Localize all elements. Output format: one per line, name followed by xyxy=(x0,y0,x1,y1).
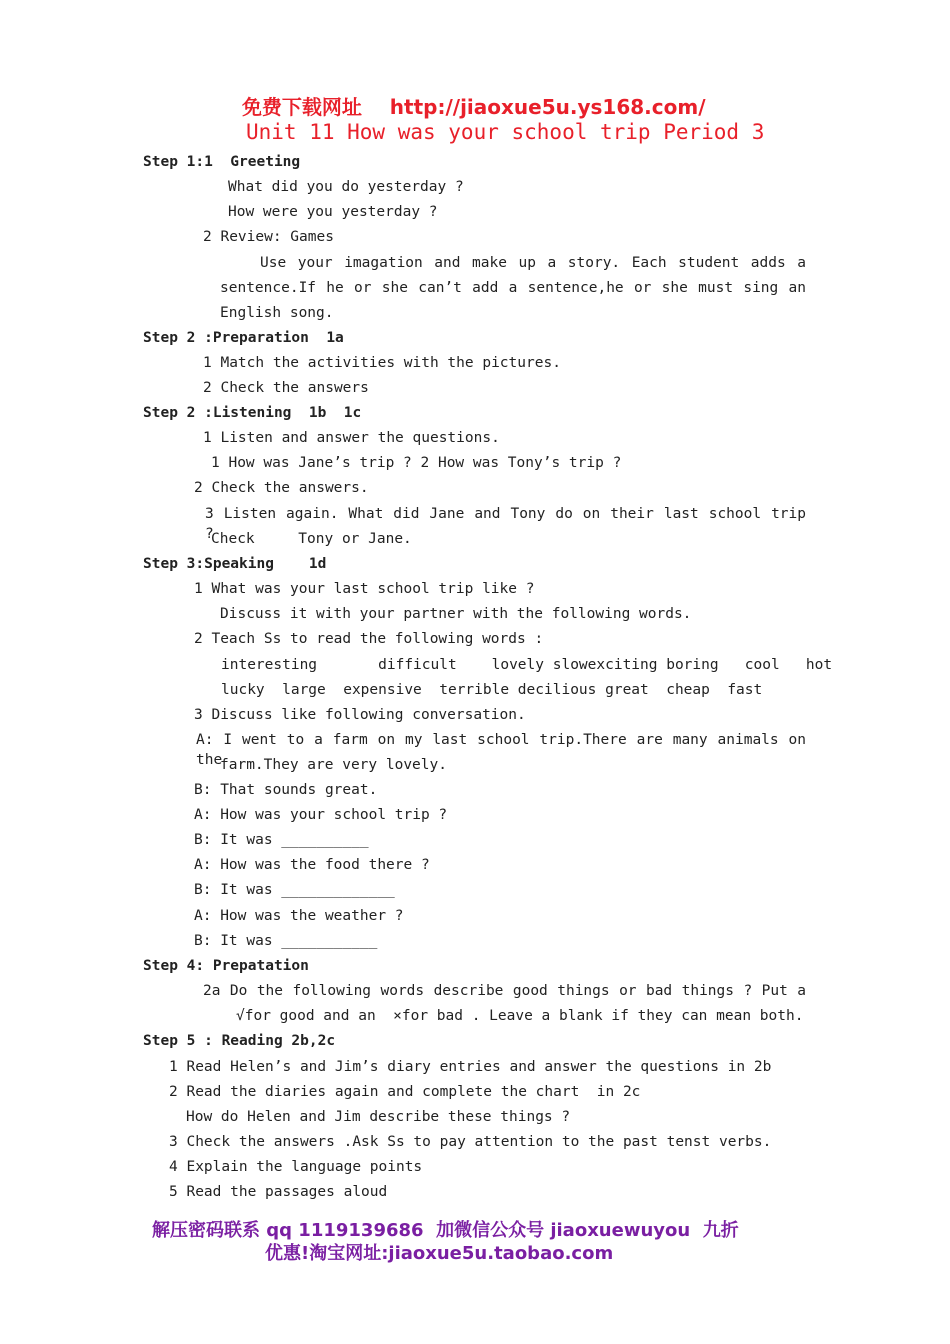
step1-heading: Step 1:1 Greeting xyxy=(143,154,301,170)
dialogue-a3: A: How was the food there ? xyxy=(194,857,430,873)
footer-shop: 优惠!淘宝网址:jiaoxue5u.taobao.com xyxy=(265,1243,614,1264)
step2b-line-1: 1 Listen and answer the questions. xyxy=(203,430,500,446)
step2b-line-4: 3 Listen again. What did Jane and Tony do on their last school trip ? xyxy=(205,506,806,542)
step1-question-1: What did you do yesterday ? xyxy=(228,179,464,195)
step1-paragraph-line-3: English song. xyxy=(220,305,334,321)
step3-line-2: Discuss it with your partner with the following words. xyxy=(220,606,692,622)
step5-line-1: 1 Read Helen’s and Jim’s diary entries and answer the questions in 2b xyxy=(169,1059,772,1075)
step3-words-2: lucky large expensive terrible decilious great cheap fast xyxy=(221,682,763,698)
step2b-line-2: 1 How was Jane’s trip ? 2 How was Tony’s trip ? xyxy=(211,455,622,471)
step4-line-2: √for good and an ×for bad . Leave a blank if they can mean both. xyxy=(236,1008,804,1024)
step2b-line-5: Check Tony or Jane. xyxy=(211,531,412,547)
download-label: 免费下载网址 xyxy=(241,95,362,119)
step5-line-3: How do Helen and Jim describe these things ? xyxy=(186,1109,571,1125)
step5-line-2: 2 Read the diaries again and complete the chart in 2c xyxy=(169,1084,641,1100)
dialogue-b4: B: It was ___________ xyxy=(194,933,378,949)
footer-contact: 解压密码联系 qq 1119139686 加微信公众号 jiaoxuewuyou 九折 xyxy=(152,1220,739,1241)
step5-heading: Step 5 : Reading 2b,2c xyxy=(143,1033,336,1049)
step3-line-4: 3 Discuss like following conversation. xyxy=(194,707,526,723)
dialogue-b1: B: That sounds great. xyxy=(194,782,378,798)
step3-words-1: interesting difficult lovely slowexciting boring cool hot xyxy=(221,657,833,673)
step1-question-2: How were you yesterday ? xyxy=(228,204,438,220)
step2-listening-heading: Step 2 :Listening 1b 1c xyxy=(143,405,362,421)
dialogue-b3: B: It was _____________ xyxy=(194,882,395,898)
step2b-line-3: 2 Check the answers. xyxy=(194,480,369,496)
step4-line-1: 2a Do the following words describe good things or bad things ? Put a xyxy=(203,983,806,999)
dialogue-a1: A: I went to a farm on my last school trip.There are many animals on the xyxy=(196,732,806,768)
step2a-line-2: 2 Check the answers xyxy=(203,380,369,396)
download-url[interactable]: http://jiaoxue5u.ys168.com/ xyxy=(389,95,706,119)
step3-line-1: 1 What was your last school trip like ? xyxy=(194,581,535,597)
dialogue-a2: A: How was your school trip ? xyxy=(194,807,448,823)
step3-heading: Step 3:Speaking 1d xyxy=(143,556,327,572)
step2a-line-1: 1 Match the activities with the pictures. xyxy=(203,355,561,371)
download-header xyxy=(228,68,706,120)
step5-line-5: 4 Explain the language points xyxy=(169,1159,423,1175)
step1-review: 2 Review: Games xyxy=(203,229,334,245)
dialogue-a4: A: How was the weather ? xyxy=(194,908,404,924)
page-title: Unit 11 How was your school trip Period 3 xyxy=(246,120,765,144)
dialogue-b2: B: It was __________ xyxy=(194,832,369,848)
step1-paragraph-line-1: Use your imagation and make up a story. Each student adds a xyxy=(260,255,806,271)
step2-preparation-heading: Step 2 :Preparation 1a xyxy=(143,330,344,346)
dialogue-a1-cont: farm.They are very lovely. xyxy=(220,757,447,773)
step3-line-3: 2 Teach Ss to read the following words : xyxy=(194,631,544,647)
step5-line-6: 5 Read the passages aloud xyxy=(169,1184,388,1200)
step4-heading: Step 4: Prepatation xyxy=(143,958,309,974)
step5-line-4: 3 Check the answers .Ask Ss to pay attention to the past tenst verbs. xyxy=(169,1134,772,1150)
step1-paragraph-line-2: sentence.If he or she can’t add a sentence,he or she must sing an xyxy=(220,280,806,296)
